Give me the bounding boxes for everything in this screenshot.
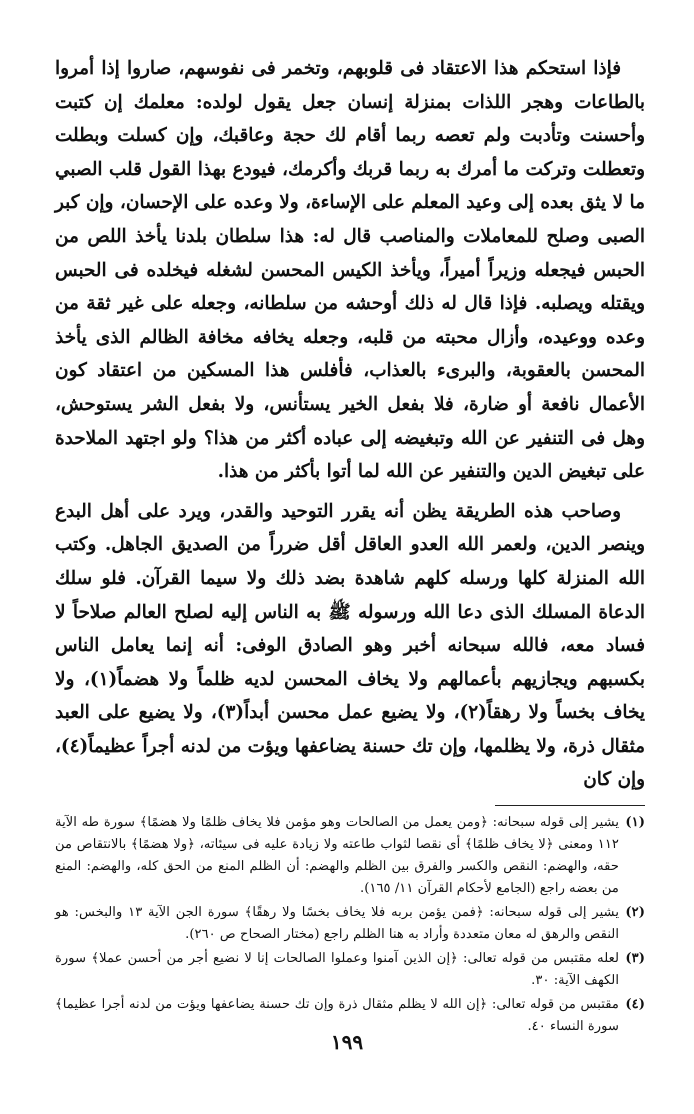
footnote-text: يشير إلى قوله سبحانه: ﴿فمن يؤمن بربه فلا يخاف بخسًا ولا رهقًا﴾ سورة الجن الآية ١٣ والبخس: هو النقص والرهق له معان متعددة وأراد به هنا الظلم راجع (مختار الصحاح ص ٢٦٠). xyxy=(55,905,619,943)
footnote-text: لعله مقتبس من قوله تعالى: ﴿إن الذين آمنوا وعملوا الصالحات إنا لا نضيع أجر من أحسن عملا﴾ سورة الكهف الآية: ٣٠. xyxy=(55,951,619,989)
footnote-text: مقتبس من قوله تعالى: ﴿إن الله لا يظلم مثقال ذرة وإن تك حسنة يضاعفها ويؤت من لدنه أجرا عظيما﴾ سورة النساء ٤٠. xyxy=(55,997,619,1035)
paragraph: فإذا استحكم هذا الاعتقاد فى قلوبهم، وتخمر فى نفوسهم، صاروا إذا أمروا بالطاعات وهجر اللذات بمنزلة إنسان جعل يقول لولده: معلمك إن كتبت وأحسنت وتأدبت ولم تعصه ربما أقام لك حجة وعاقبك، وإن كسلت وبطلت وتعطلت وتركت ما أمرك به ربما قربك وأكرمك، فيودع بهذا القول قلب الصبي ما لا يثق بعده إلى وعيد المعلم على الإساءة، ولا وعده على الإحسان، وإن كبر الصبى وصلح للمعاملات والمناصب قال له: هذا سلطان بلدنا يأخذ اللص من الحبس فيجعله وزيراً أميراً، ويأخذ الكيس المحسن لشغله فيخلده فى الحبس ويقتله ويصلبه. فإذا قال له ذلك أوحشه من سلطانه، وجعله على غير ثقة من وعده ووعيده، وأزال محبته من قلبه، وجعله يخافه مخافة الظالم الذى يأخذ المحسن بالعقوبة، والبرىء بالعذاب، فأفلس هذا المسكين من اعتقاد كون الأعمال نافعة أو ضارة، فلا بفعل الخير يستأنس، ولا بفعل الشر يستوحش، وهل فى التنفير عن الله وتبغيضه إلى عباده أكثر من هذا؟ ولو اجتهد الملاحدة على تبغيض الدين والتنفير عن الله لما أتوا بأكثر من هذا. xyxy=(55,58,645,483)
paragraph: وصاحب هذه الطريقة يظن أنه يقرر التوحيد والقدر، ويرد على أهل البدع وينصر الدين، ولعمر الله العدو العاقل أقل ضرراً من الصديق الجاهل. وكتب الله المنزلة كلها ورسله كلهم شاهدة بضد ذلك ولا سيما القرآن. فلو سلك الدعاة المسلك الذى دعا الله ورسوله ﷺ به الناس إليه لصلح العالم صلاحاً لا فساد معه، فالله سبحانه أخبر وهو الصادق الوفى: أنه إنما يعامل الناس بكسبهم ويجازيهم بأعمالهم ولا يخاف المحسن لديه ظلماً ولا هضماً(١)، ولا يخاف بخساً ولا رهقاً(٢)، ولا يضيع عمل محسن أبداً(٣)، ولا يضيع على العبد مثقال ذرة، ولا يظلمها، وإن تك حسنة يضاعفها ويؤت من لدنه أجراً عظيماً(٤)، وإن كان xyxy=(55,500,646,791)
footnote-number: (٤) xyxy=(625,997,645,1013)
footnote-text: يشير إلى قوله سبحانه: ﴿ومن يعمل من الصالحات وهو مؤمن فلا يخاف ظلمًا ولا هضمًا﴾ سورة طه الآية ١١٢ ومعنى ﴿لا يخاف ظلمًا﴾ أى نقصا لثواب طاعته ولا زيادة عليه فى سيئاته، ﴿ولا هضمًا﴾ بالانتقاص من حقه، والهضم: النقص والكسر والفرق بين الظلم والهضم: أن الظلم المنع من الحق كله، والهضم: المنع من بعضه راجع (الجامع لأحكام القرآن ١١/ ١٦٥). xyxy=(55,815,619,897)
footnote-divider xyxy=(495,805,645,806)
body-text xyxy=(55,52,645,797)
footnote-number: (٣) xyxy=(625,951,645,967)
footnote-2 xyxy=(55,902,645,946)
footnote-1 xyxy=(55,812,645,900)
page-number: ١٩٩ xyxy=(330,1030,364,1054)
footnote-number: (٢) xyxy=(625,905,645,921)
document-page xyxy=(55,52,645,1040)
footnote-3 xyxy=(55,948,645,992)
footnote-number: (١) xyxy=(625,815,645,831)
footnotes xyxy=(55,812,645,1038)
